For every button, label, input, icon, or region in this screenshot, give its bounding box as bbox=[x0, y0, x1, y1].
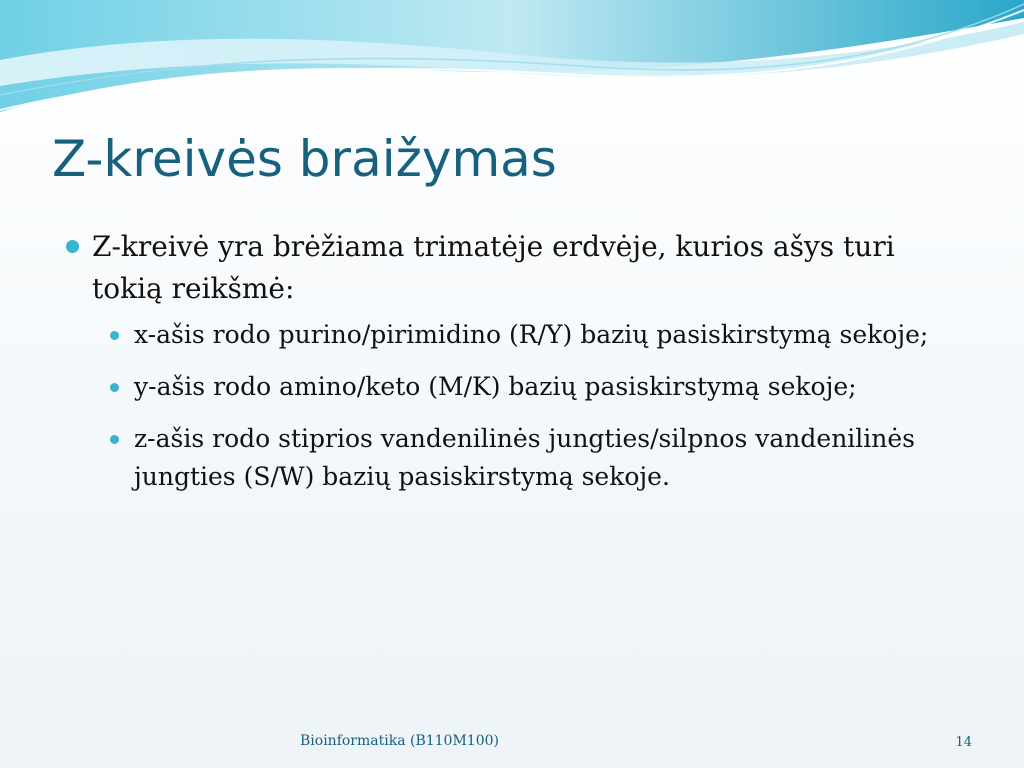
bullet-icon bbox=[66, 240, 79, 253]
sub-bullet-text: x-ašis rodo purino/pirimidino (R/Y) bazių pasiskirstymą sekoje; bbox=[134, 320, 929, 349]
footer-course: Bioinformatika (B110M100) bbox=[300, 733, 499, 749]
slide-title: Z-kreivės braižymas bbox=[52, 130, 557, 188]
bullet-icon bbox=[110, 331, 119, 340]
sub-bullet-item bbox=[104, 368, 954, 406]
header-wave-decoration bbox=[0, 0, 1024, 130]
main-bullet-text: Z-kreivė yra brėžiama trimatėje erdvėje, kurios ašys turi tokią reikšmė: bbox=[92, 230, 895, 305]
bullet-icon bbox=[110, 435, 119, 444]
sub-bullet-item bbox=[104, 316, 954, 354]
sub-bullet-item bbox=[104, 420, 954, 496]
sub-bullet-text: z-ašis rodo stiprios vandenilinės jungties/silpnos vandenilinės jungties (S/W) bazių pasiskirstymą sekoje. bbox=[134, 424, 916, 491]
bullet-icon bbox=[110, 383, 119, 392]
slide-body bbox=[62, 226, 982, 510]
sub-bullet-list bbox=[104, 316, 982, 496]
main-bullet-item bbox=[62, 226, 912, 310]
sub-bullet-text: y-ašis rodo amino/keto (M/K) bazių pasiskirstymą sekoje; bbox=[134, 372, 857, 401]
page-number: 14 bbox=[955, 735, 972, 750]
